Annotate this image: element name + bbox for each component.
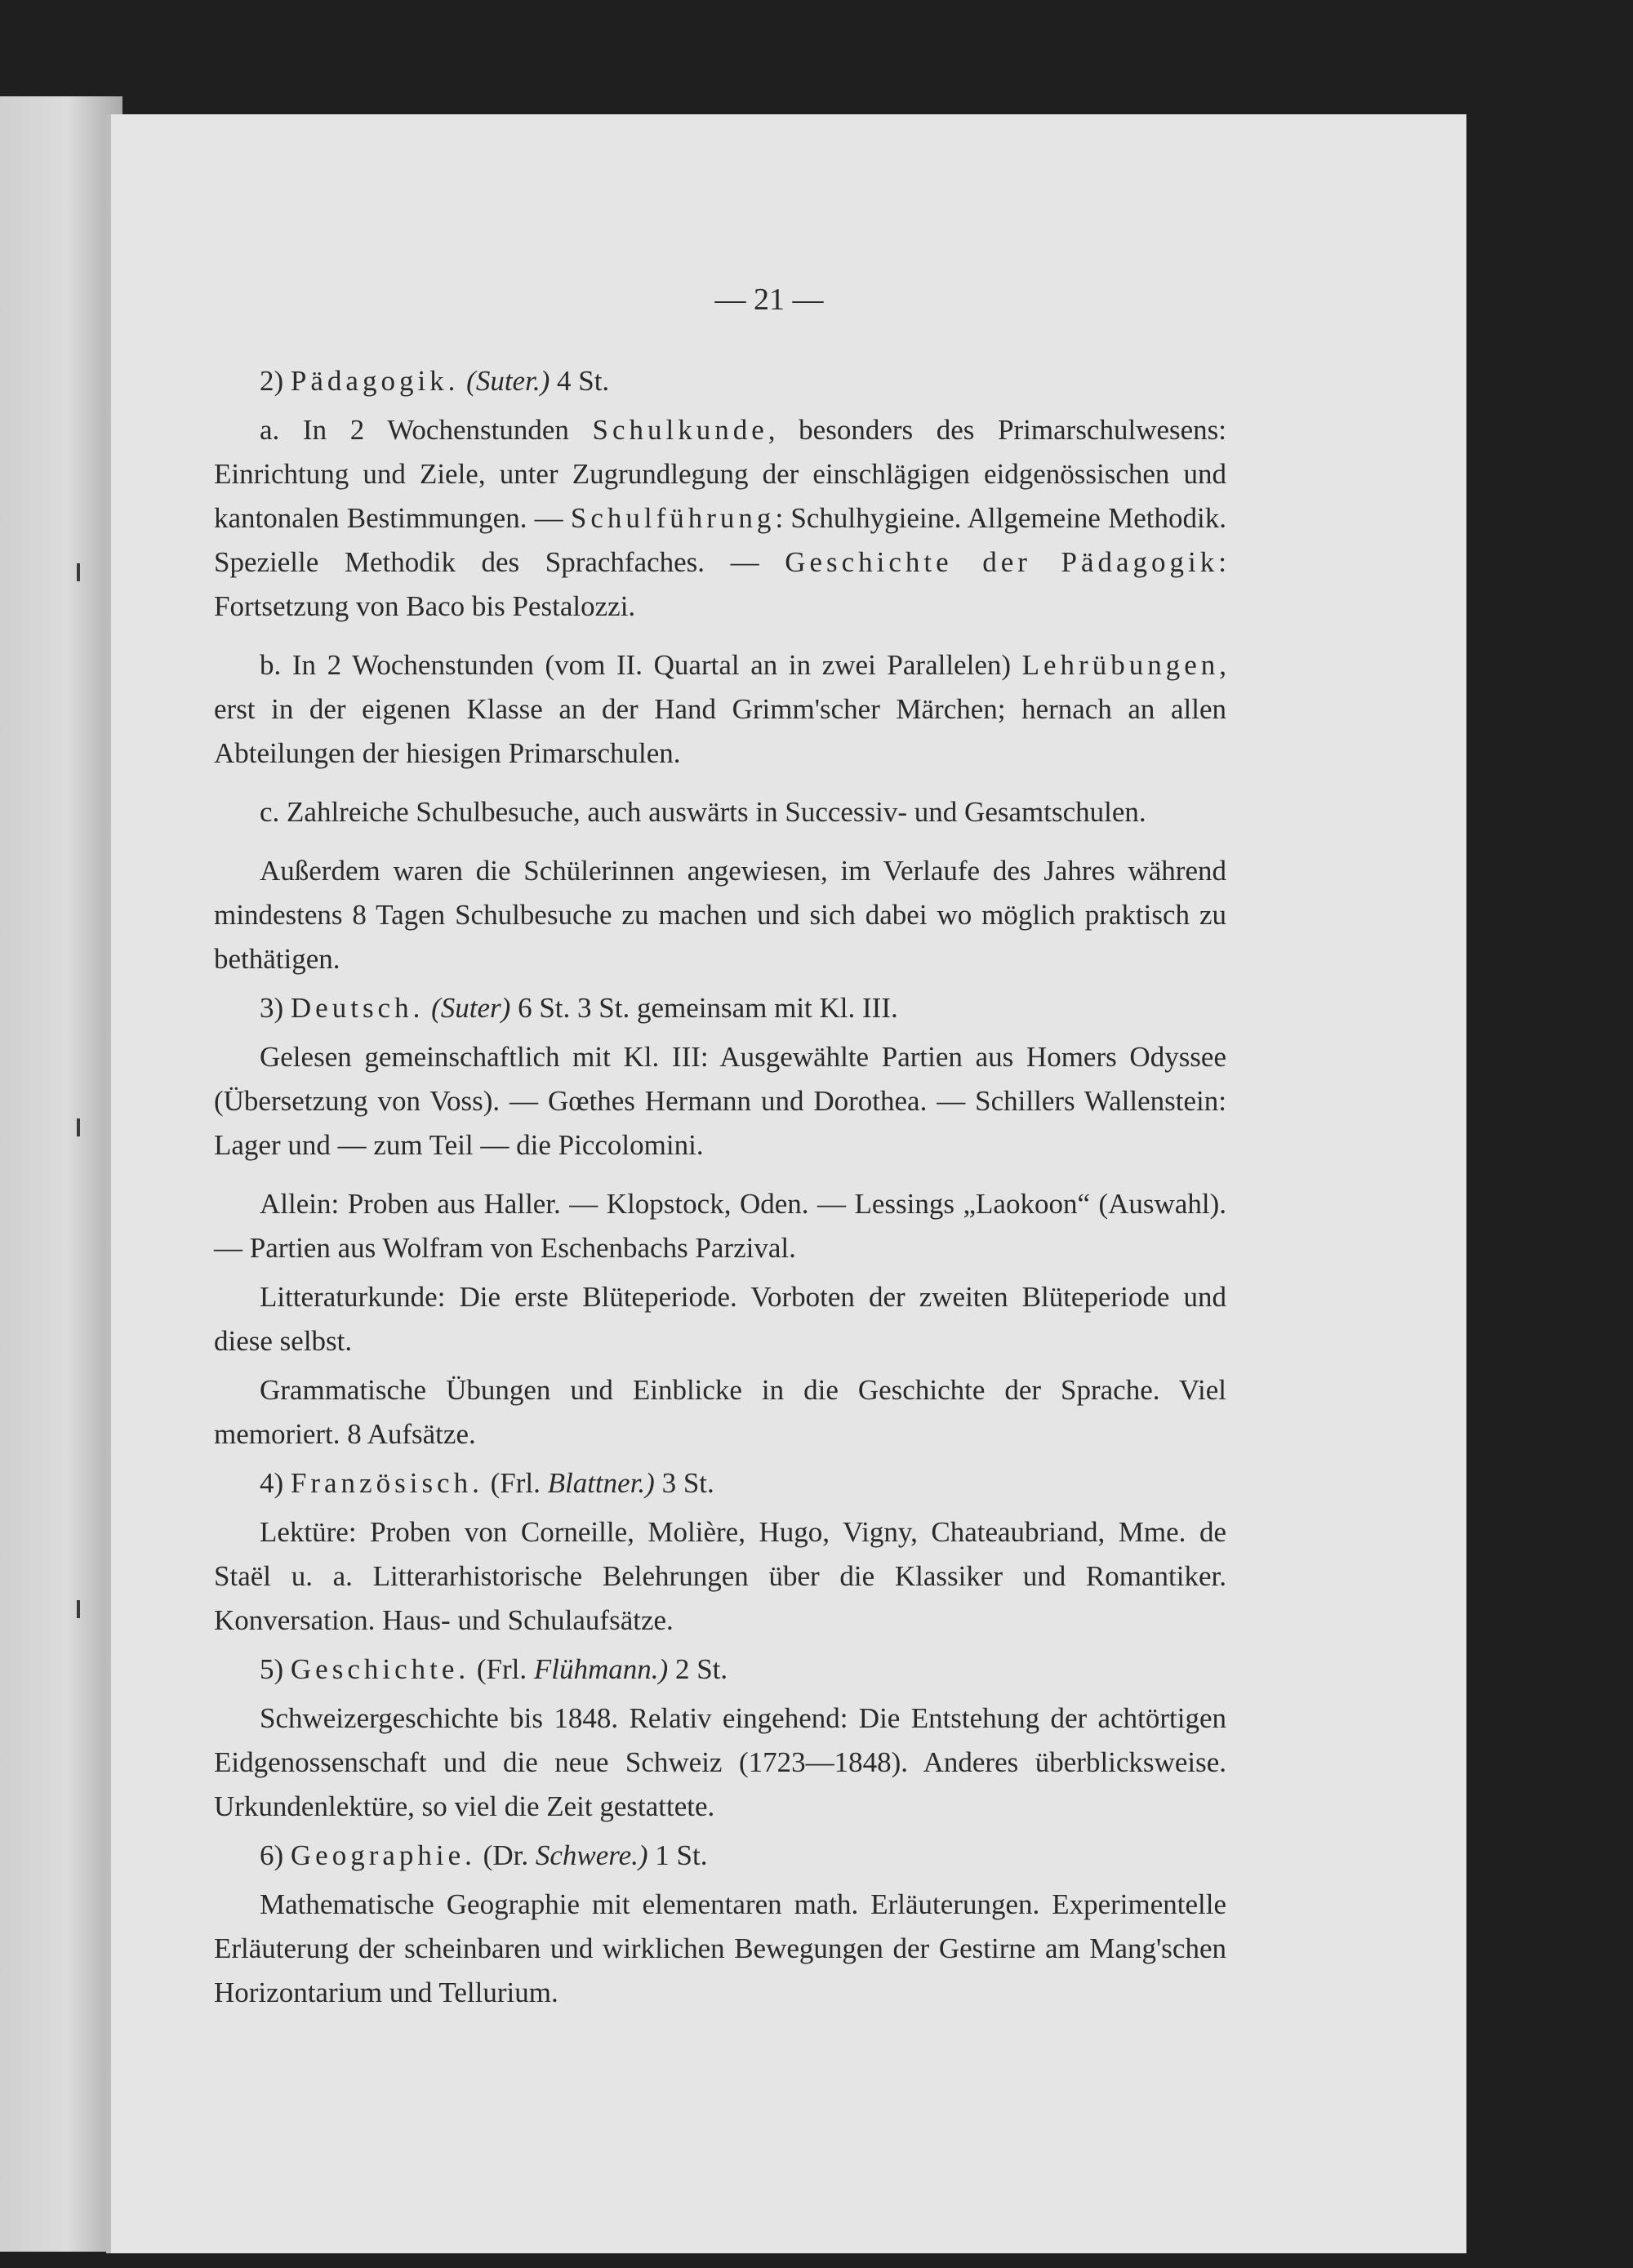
teacher-name: (Suter.) <box>466 365 550 397</box>
geo-paragraph: Mathematische Geographie mit elementaren math. Erläuterungen. Experimentelle Erläuterung der scheinbaren und wirklichen Bewegungen der Gestirne am Mang'schen Horizontarium und Tellurium. <box>214 1888 1226 2008</box>
teacher-title: (Frl. <box>490 1467 541 1499</box>
deutsch-paragraph: Grammatische Übungen und Einblicke in die Geschichte der Sprache. Viel memoriert. 8 Aufsätze. <box>214 1374 1226 1450</box>
text-run: : Schulhygieine. Allgemeine Methodik. Spezielle Methodik des Sprachfaches. — <box>214 502 1227 578</box>
deutsch-paragraph: Gelesen gemeinschaftlich mit Kl. III: Ausgewählte Partien aus Homers Odyssee (Übersetzung von Voss). — Gœthes Hermann und Dorothea. — Schillers Wallenstein: Lager und — zum Teil — die Piccolomini. <box>214 1041 1226 1161</box>
hours: 3 St. <box>661 1467 714 1499</box>
teacher-name: Schwere.) <box>535 1839 648 1871</box>
paragraph-c: c. Zahlreiche Schulbesuche, auch auswärts in Successiv- und Gesamtschulen. <box>260 796 1146 828</box>
paragraph-b <box>214 643 1226 776</box>
section-title: Geschichte. <box>290 1653 470 1685</box>
section-number: 4) <box>260 1467 284 1499</box>
hours: 4 St. <box>556 365 610 397</box>
margin-marks <box>77 563 83 1788</box>
section-heading-geschichte <box>214 1648 1226 1692</box>
spaced-term: Schulkunde <box>592 414 768 446</box>
section-number: 5) <box>260 1653 284 1685</box>
page-number: — 21 — <box>714 282 824 317</box>
franz-paragraph: Lektüre: Proben von Corneille, Molière, Hugo, Vigny, Chateaubriand, Mme. de Staël u. a. Litterarhistorische Belehrungen über die Klassiker und Romantiker. Konversation. Haus- und Schulaufsätze. <box>214 1516 1226 1636</box>
margin-mark <box>77 1600 80 1618</box>
teacher-name: (Suter) <box>431 992 511 1024</box>
spaced-term: Geschichte der Pädagogik <box>785 546 1219 578</box>
section-heading-paedagogik <box>214 359 1226 403</box>
hours: 1 St. <box>655 1839 708 1871</box>
facing-page-edge <box>0 96 122 2252</box>
teacher-name: Flühmann.) <box>533 1653 669 1685</box>
spaced-term: Schulführung <box>570 502 776 534</box>
text-run: a. In 2 Wochenstunden <box>260 414 569 446</box>
deutsch-paragraph: Allein: Proben aus Haller. — Klopstock, Oden. — Lessings „Laokoon“ (Auswahl). — Partien aus Wolfram von Eschenbachs Parzival. <box>214 1188 1226 1264</box>
paragraph-extra: Außerdem waren die Schülerinnen angewiesen, im Verlaufe des Jahres während mindestens 8 Tagen Schulbesuche zu machen und sich dabei wo möglich praktisch zu bethätigen. <box>214 855 1226 975</box>
text-run: , erst in der eigenen Klasse an der Hand Grimm'scher Märchen; hernach an allen Abteilungen der hiesigen Primarschulen. <box>214 649 1226 769</box>
teacher-title: (Frl. <box>476 1653 527 1685</box>
section-number: 3) <box>260 992 284 1024</box>
hours: 2 St. <box>674 1653 728 1685</box>
section-number: 2) <box>260 365 284 397</box>
deutsch-paragraph: Litteraturkunde: Die erste Blüteperiode. Vorboten der zweiten Blüteperiode und diese selbst. <box>214 1281 1226 1357</box>
margin-mark <box>77 1118 80 1136</box>
spaced-term: Lehrübungen <box>1021 649 1220 681</box>
text-run: b. In 2 Wochenstunden (vom II. Quartal an in zwei Parallelen) <box>260 649 1012 681</box>
section-heading-geographie <box>214 1834 1226 1878</box>
gesch-paragraph: Schweizergeschichte bis 1848. Relativ eingehend: Die Entstehung der achtörtigen Eidgenossenschaft und die neue Schweiz (1723—1848). Anderes überblicksweise. Urkundenlektüre, so viel die Zeit gestattete. <box>214 1702 1226 1822</box>
section-title: Deutsch. <box>290 992 425 1024</box>
teacher-title: (Dr. <box>483 1839 529 1871</box>
teacher-name: Blattner.) <box>547 1467 655 1499</box>
page-content <box>214 278 1226 2020</box>
section-title: Pädagogik. <box>290 365 460 397</box>
section-heading-franzoesisch <box>214 1461 1226 1505</box>
section-title: Geographie. <box>290 1839 476 1871</box>
section-heading-deutsch <box>214 986 1226 1030</box>
section-number: 6) <box>260 1839 284 1871</box>
margin-mark <box>77 563 80 581</box>
hours: 6 St. 3 St. gemeinsam mit Kl. III. <box>518 992 898 1024</box>
text-run: , besonders des Primarschulwesens: Einrichtung und Ziele, unter Zugrundlegung der einschlägigen eidgenössischen und kantonalen Bestimmungen. — <box>214 414 1227 534</box>
section-title: Französisch. <box>290 1467 483 1499</box>
text-run: : Fortsetzung von Baco bis Pestalozzi. <box>214 546 1227 622</box>
paragraph-a <box>214 408 1226 629</box>
